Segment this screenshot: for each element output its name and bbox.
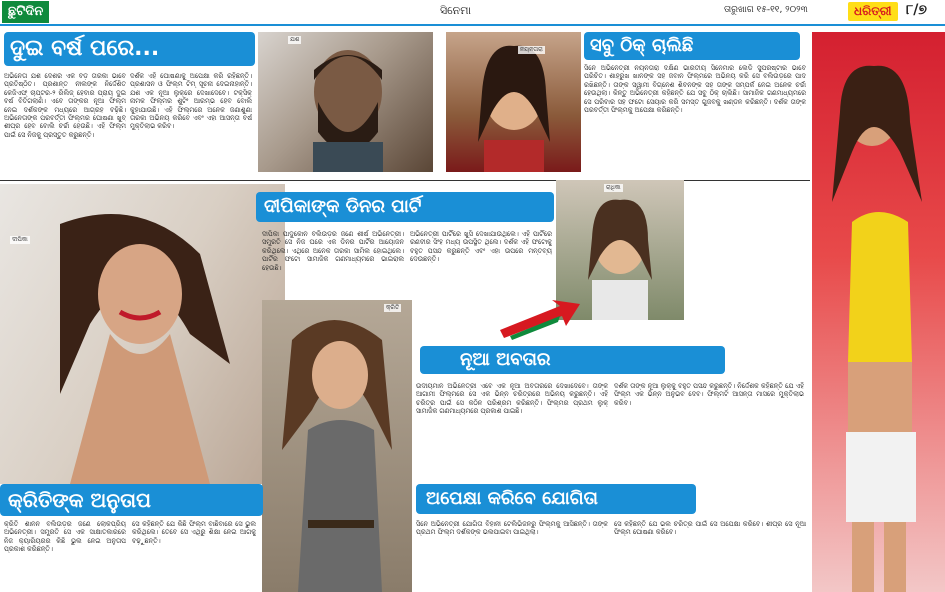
story6-col1: ସିନେ ଅଭିନେତ୍ରୀ ଯୋଗିତା ବିହାନୀ ଟେଲିଭିଜନରୁ ଫିଲ୍ମକୁ ଆସିଛନ୍ତି। ତାଙ୍କ ପ୍ରଥମ ଫିଲ୍ମ ଦର୍ଶକଙ୍କ ଭଲପାଇବା ପାଇଥିଲା।: [416, 520, 608, 537]
story6-headline: ଅପେକ୍ଷା କରିବେ ଯୋଗିତା: [416, 484, 696, 514]
portrait-illustration: [0, 184, 285, 484]
story5-headline: କ୍ରିତିଙ୍କ ଅନୁତାପ: [0, 484, 263, 516]
story6-col2: ସେ କହିଛନ୍ତି ଯେ ଭଲ ଚରିତ୍ର ପାଇଁ ସେ ଅପେକ୍ଷା କରିବେ। ଶୀଘ୍ର ସେ ନୂଆ ଫିଲ୍ମ ଘୋଷଣା କରିବେ।: [614, 520, 806, 537]
story3-col1: ଦୀପିକା ପାଦୁକୋନ ବଲିଉଡ଼ର ଜଣେ ଶୀର୍ଷ ଅଭିନେତ୍ରୀ। ସମ୍ପ୍ରତି ସେ ନିଜ ଘରେ ଏକ ଡିନର ପାର୍ଟିର ଆୟୋଜନ କରିଥିଲେ। ଏଥିରେ ଅନେକ ତାରକା ସାମିଲ ହୋଇଥିଲେ। ପାର୍ଟିର ଫଟୋ ସାମାଜିକ ଗଣମାଧ୍ୟମରେ ଭାଇରାଲ ହେଉଛି।: [262, 230, 404, 272]
story5-photo-tag: କ୍ରିତି: [386, 304, 400, 311]
story2-body: ସିନେ ଅଭିନେତ୍ରୀ ନୟନତାରା ଦକ୍ଷିଣ ଭାରତୀୟ ସିନେମାର ଲେଡି ସୁପରଷ୍ଟାର ଭାବେ ପରିଚିତ। ଶାହରୁଖ ଖାନଙ୍କ ସହ ଜବାନ ଫିଲ୍ମରେ ଅଭିନୟ କରି ସେ ବଲିଉଡ଼ରେ ପାଦ ରଖିଛନ୍ତି। ତାଙ୍କ ସ୍ୱାମୀ ବିଗ୍ନେଶ ଶିବନଙ୍କ ସହ ତାଙ୍କ ସମ୍ପର୍କ ନେଇ ଅନେକ ଚର୍ଚ୍ଚା ହେଉଥିଲା। କିନ୍ତୁ ଅଭିନେତ୍ରୀ କହିଛନ୍ତି ଯେ ସବୁ ଠିକ୍ ଚାଲିଛି। ସାମାଜିକ ଗଣମାଧ୍ୟମରେ ସେ ପରିବାର ସହ ଫଟୋ ସେୟାର କରି ସମସ୍ତ ଗୁଜବକୁ ଖଣ୍ଡନ କରିଛନ୍ତି। ଦର୍ଶକ ତାଙ୍କ ପରବର୍ତ୍ତୀ ଫିଲ୍ମକୁ ଅପେକ୍ଷା କରିଛନ୍ତି।: [584, 64, 806, 115]
story2-fullbody-photo: [812, 32, 945, 592]
story3-col2: ଅଭିନେତ୍ରୀ ପାର୍ଟିରେ ଖୁସି ଦେଖାଯାଉଥିଲେ। ଏହି ପାର୍ଟିରେ ରଣବୀର ସିଂହ ମଧ୍ୟ ଉପସ୍ଥିତ ଥିଲେ। ଦର୍ଶକ ଏହି ଫଟୋକୁ ବହୁତ ପସନ୍ଦ କରୁଛନ୍ତି ଏବଂ ଏହା ଉପରେ ମନ୍ତବ୍ୟ ଦେଉଛନ୍ତି।: [410, 230, 552, 264]
story3-photo-tag: ଦୀପିକା: [12, 236, 28, 243]
story2-photo: [446, 32, 581, 172]
story1-headline: ଦୁଇ ବର୍ଷ ପରେ...: [4, 32, 255, 66]
newspaper-logo: ଧରିତ୍ରୀ: [848, 2, 898, 21]
story4-photo-tag: ରାଧିକା: [606, 184, 621, 191]
story5-col2: ସେ କହିଛନ୍ତି ଯେ କିଛି ଫିଲ୍ମ ବାଛିବାରେ ସେ ଭୁଲ କରିଥିଲେ। ତେବେ ସେ ଏଥିରୁ ଶିକ୍ଷା ନେଇ ଆଗକୁ ବଢ଼ୁଛନ୍ତି।: [132, 520, 256, 545]
portrait-illustration: [556, 180, 684, 320]
story4-headline: ନୂଆ ଅବତାର: [420, 346, 725, 374]
story1-col1: ଅଭିନେତା ଯଶ ଦେଶର ଏକ ବଡ଼ ତାରକା ଭାବେ ପ୍ରତିଷ୍ଠିତ। ପ୍ରଶାନ୍ତ ନୀଲଙ୍କ ନିର୍ଦ୍ଦେଶିତ କେଜିଏଫ୍ ଚାପ୍ଟର-୨ ରିଲିଜ୍ ହେବାର ପ୍ରାୟ ଦୁଇ ବର୍ଷ ବିତିଗଲାଣି। ଏବେ ତାଙ୍କର ନୂଆ ଫିଲ୍ମ ନେଇ ଦର୍ଶକଙ୍କ ମଧ୍ୟରେ ଆଗ୍ରହ ବଢ଼ିଛି। ଅଭିନେତାଙ୍କ ପରବର୍ତ୍ତୀ ଫିଲ୍ମର ଘୋଷଣା ଖୁବ୍ ଶୀଘ୍ର ହେବ ବୋଲି ଚର୍ଚ୍ଚା ହେଉଛି। ଏହି ଫିଲ୍ମ ପାଇଁ ସେ ନିଜକୁ ପ୍ରସ୍ତୁତ କରୁଛନ୍ତି।: [4, 72, 126, 139]
portrait-illustration: [258, 32, 433, 172]
story4-col1: ଉଦୀୟମାନ ଅଭିନେତ୍ରୀ ଏବେ ଏକ ନୂଆ ଅବତାରରେ ଦେଖାଦେବେ। ତାଙ୍କ ଆଗାମୀ ଫିଲ୍ମରେ ସେ ଏକ ଭିନ୍ନ ଚରିତ୍ରରେ ଅଭିନୟ କରୁଛନ୍ତି। ଏହି ଚରିତ୍ର ପାଇଁ ସେ କଠିନ ପରିଶ୍ରମ କରିଛନ୍ତି। ଫିଲ୍ମର ପ୍ରଥମ ଲୁକ୍ ସାମାଜିକ ଗଣମାଧ୍ୟମରେ ପ୍ରକାଶ ପାଇଛି।: [416, 382, 608, 416]
story5-photo: [262, 300, 412, 592]
portrait-illustration: [446, 32, 581, 172]
category-label: ସିନେମା: [440, 4, 471, 17]
date-label: ତାରୁଖାଗ ୧୫-୧୧, ୨୦୨୩: [724, 5, 808, 15]
story4-photo: [556, 180, 684, 320]
story3-headline: ଦୀପିକାଙ୍କ ଡିନର ପାର୍ଟି: [256, 192, 554, 222]
story3-photo: [0, 184, 285, 484]
section-badge: ଛୁଟିଦିନ: [2, 1, 49, 23]
fullbody-illustration: [812, 32, 945, 592]
story2-headline: ସବୁ ଠିକ୍ ଚାଲିଛି: [584, 32, 800, 60]
story1-photo: [258, 32, 433, 172]
story4-col2: ଦର୍ଶକ ତାଙ୍କ ନୂଆ ଲୁକ୍‌କୁ ବହୁତ ପସନ୍ଦ କରୁଛନ୍ତି। ନିର୍ଦ୍ଦେଶକ କହିଛନ୍ତି ଯେ ଏହି ଫିଲ୍ମ ଏକ ଭିନ୍ନ ଅନୁଭବ ଦେବ। ଫିଲ୍ମଟି ଆସନ୍ତା ମାସରେ ମୁକ୍ତିଲାଭ କରିବ।: [614, 382, 804, 407]
story1-col2: ଦର୍ଶକ ଏହି ଘୋଷଣାକୁ ଅପେକ୍ଷା କରି ରହିଛନ୍ତି। ପ୍ରଶାସନ ଓ ଫିଲ୍ମ ଟିମ୍ ସୂଚନା ଦେଇନାହାନ୍ତି। ଯଶ ଏକ ନୂଆ ଲୁକ୍‌ରେ ଦେଖାଦେବେ। ଟକ୍ସିକ୍ ନାମକ ଫିଲ୍ମର ଶୁଟିଂ ଆରମ୍ଭ ହେବ ବୋଲି କୁହାଯାଉଛି। ଏହି ଫିଲ୍ମରେ ଅନେକ ଜଣାଶୁଣା ତାରକା ଅଭିନୟ କରିବେ ଏବଂ ଏହା ଆସନ୍ତା ବର୍ଷ ମୁକ୍ତିଲାଭ କରିବ।: [130, 72, 252, 131]
story1-photo-tag: ଯଶ: [290, 36, 300, 43]
story2-photo-tag: ନୟନତାରା: [520, 46, 543, 53]
decorative-arrow-icon: [500, 300, 580, 340]
story5-col1: କ୍ରିତି ଶାନନ ବଲିଉଡ଼ର ଜଣେ ଲୋକପ୍ରିୟ ଅଭିନେତ୍ରୀ। ସମ୍ପ୍ରତି ସେ ଏକ ସାକ୍ଷାତକାରରେ ନିଜ କ୍ୟାରିୟରର କିଛି ଭୁଲ ନେଇ ଅନୁତାପ ପ୍ରକାଶ କରିଛନ୍ତି।: [4, 520, 126, 554]
section-divider: [0, 180, 810, 181]
page-number: ୮/୭: [906, 2, 927, 18]
portrait-illustration: [262, 300, 412, 592]
